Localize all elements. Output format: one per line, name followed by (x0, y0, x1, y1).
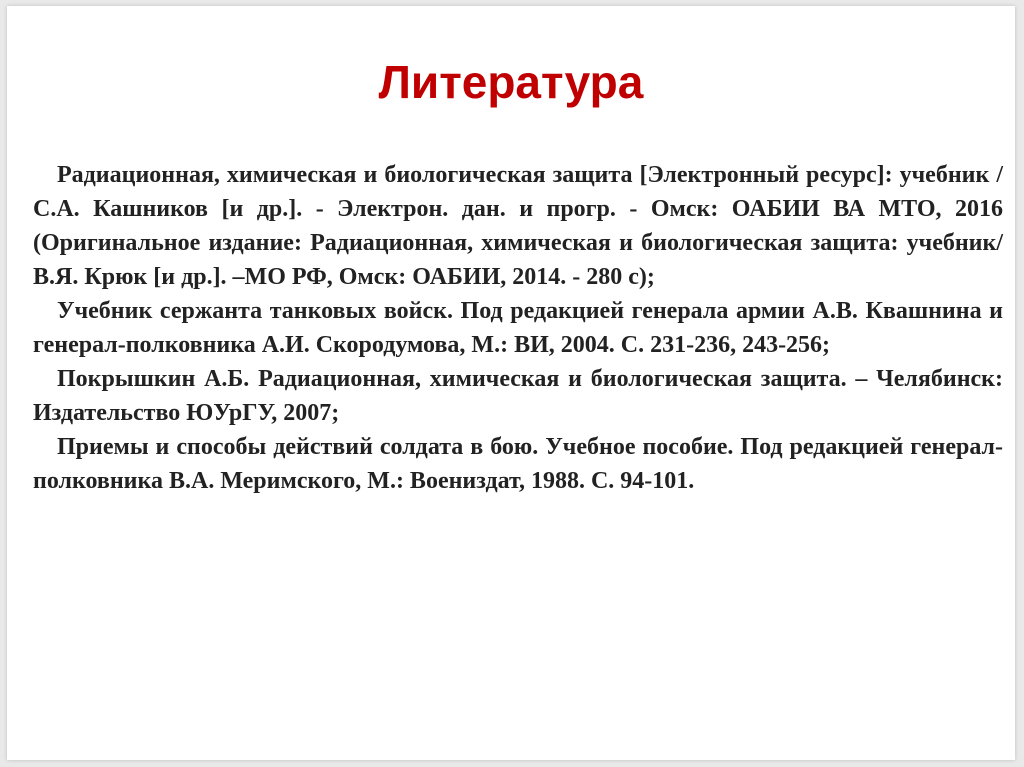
slide (7, 6, 1015, 760)
reference-item: Покрышкин А.Б. Радиационная, химическая и биологическая защита. – Челябинск: Издательство ЮУрГУ, 2007; (33, 366, 1003, 426)
reference-item: Приемы и способы действий солдата в бою. Учебное пособие. Под редакцией генерал-полковника В.А. Меримского, М.: Воениздат, 1988. С. 94-101. (33, 434, 1003, 494)
slide-title: Литература (378, 56, 644, 108)
reference-list (33, 158, 1003, 498)
reference-item: Радиационная, химическая и биологическая защита [Электронный ресурс]: учебник /С.А. Кашников [и др.]. - Электрон. дан. и прогр. - Омск: ОАБИИ ВА МТО, 2016 (Оригинальное издание: Радиационная, химическая и биологическая защита: учебник/ В.Я. Крюк [и др.]. –МО РФ, Омск: ОАБИИ, 2014. - 280 с); (33, 162, 1003, 290)
reference-item: Учебник сержанта танковых войск. Под редакцией генерала армии А.В. Квашнина и генерал-полковника А.И. Скородумова, М.: ВИ, 2004. С. 231-236, 243-256; (33, 298, 1003, 358)
